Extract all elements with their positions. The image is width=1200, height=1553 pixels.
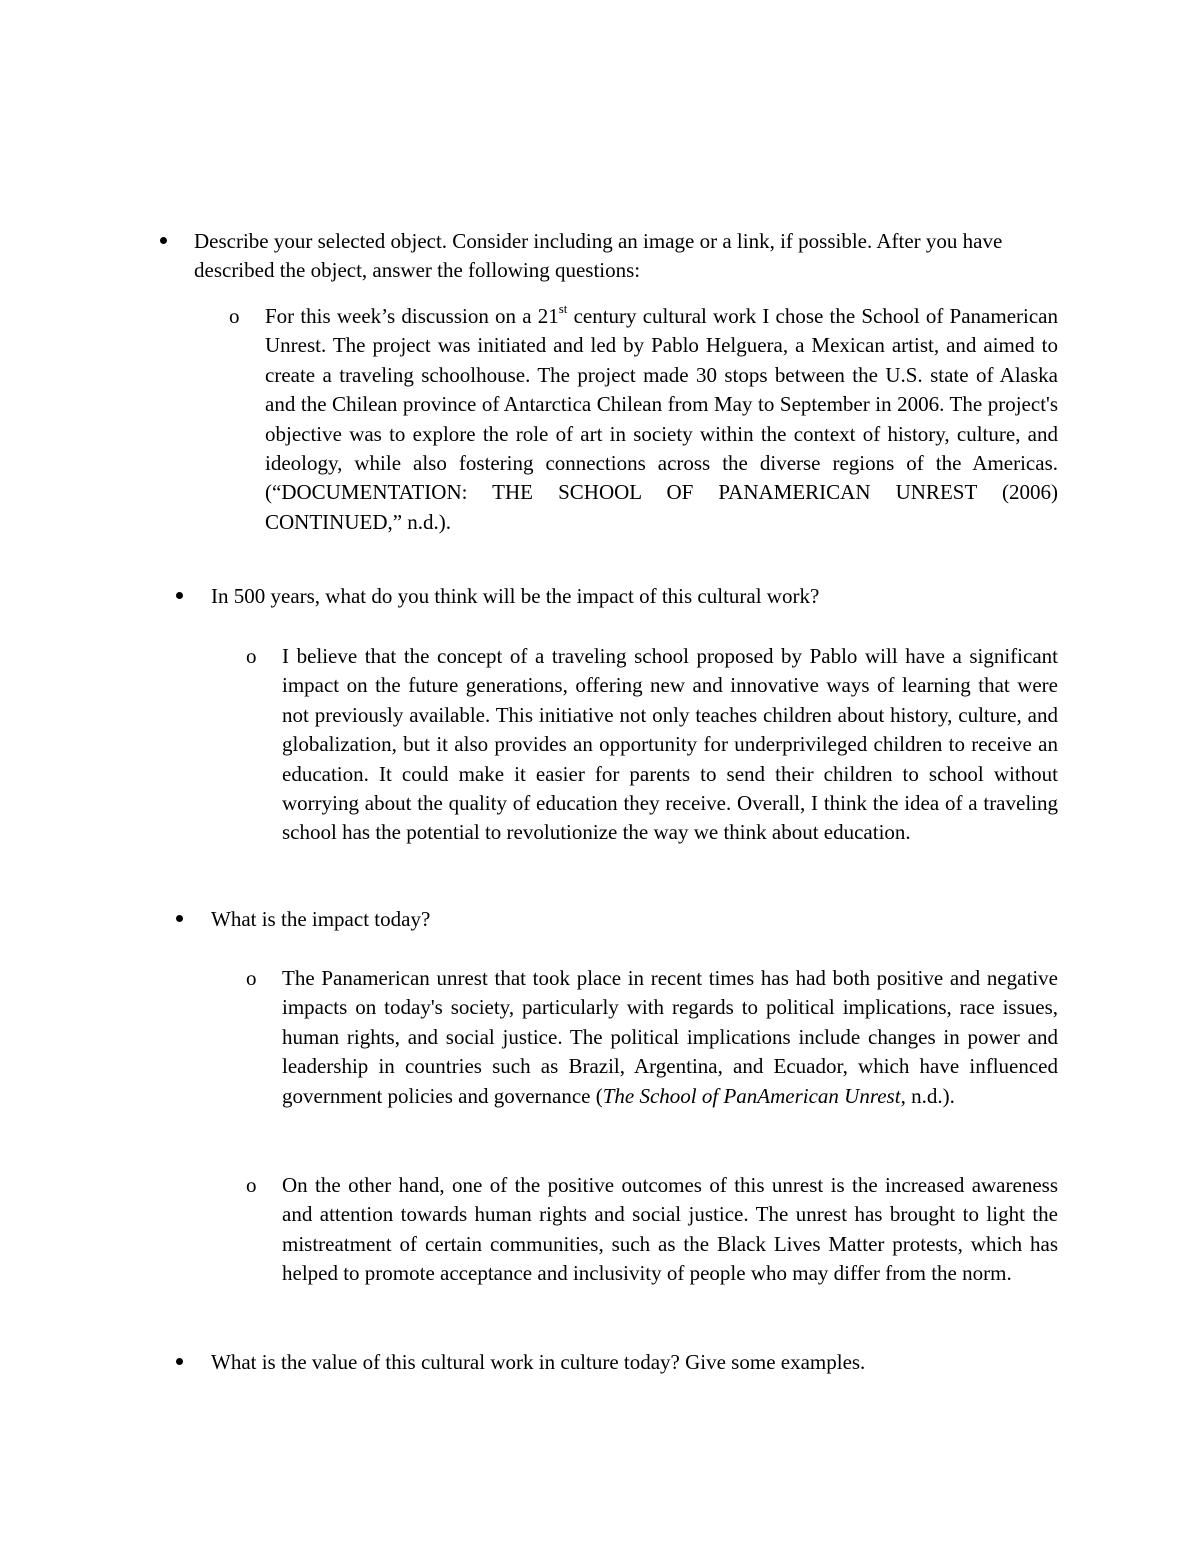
question-3: What is the impact today?	[211, 907, 431, 931]
answer-3-text-a: The Panamerican unrest that took place in recent times has had both positive and negative impacts on today's society, particularly with regards to political implications, race issues, human rights, and social justice. The political implications include changes in power and leadership in countries such as Brazil, Argentina, and Ecuador, which have influenced government policies and governance (	[282, 966, 1058, 1108]
answer-2: I believe that the concept of a traveling school proposed by Pablo will have a significant impact on the future generations, offering new and innovative ways of learning that were not previously available. This initiative not only teaches children about history, culture, and globalization, but it also provides an opportunity for underprivileged children to receive an education. It could make it easier for parents to send their children to school without worrying about the quality of education they receive. Overall, I think the idea of a traveling school has the potential to revolutionize the way we think about education.	[282, 644, 1058, 845]
sub-bullet-marker: o	[229, 304, 240, 328]
sub-bullet-marker: o	[246, 966, 257, 990]
bullet-icon	[176, 915, 183, 922]
bullet-icon	[176, 1358, 183, 1365]
question-4: What is the value of this cultural work in culture today? Give some examples.	[211, 1350, 866, 1374]
answer-3	[282, 964, 1058, 1111]
answer-4: On the other hand, one of the positive outcomes of this unrest is the increased awareness and attention towards human rights and social justice. The unrest has brought to light the mistreatment of certain communities, such as the Black Lives Matter protests, which has helped to promote acceptance and inclusivity of people who may differ from the norm.	[282, 1173, 1058, 1286]
ordinal-suffix: st	[558, 301, 568, 316]
bullet-icon	[176, 592, 183, 599]
bullet-icon	[160, 237, 167, 244]
answer-3-text-b: , n.d.).	[900, 1083, 955, 1108]
answer-1-text-b: century cultural work I chose the School of Panamerican Unrest. The project was initiated and led by Pablo Helguera, a Mexican artist, and aimed to create a traveling schoolhouse. The project made 30 stops between the U.S. state of Alaska and the Chilean province of Antarctica Chilean from May to September in 2006. The project's objective was to explore the role of art in society within the context of history, culture, and ideology, while also fostering connections across the diverse regions of the Americas. (“DOCUMENTATION: THE SCHOOL OF PANAMERICAN UNREST (2006) CONTINUED,” n.d.).	[265, 304, 1058, 534]
answer-1	[265, 302, 1058, 537]
answer-1-text-a: For this week’s discussion on a 21	[265, 304, 559, 328]
sub-bullet-marker: o	[246, 1173, 257, 1197]
citation-title: The School of PanAmerican Unrest	[602, 1083, 901, 1108]
question-1: Describe your selected object. Consider including an image or a link, if possible. After you have described the object, answer the following questions:	[194, 229, 1003, 283]
question-2: In 500 years, what do you think will be the impact of this cultural work?	[211, 584, 820, 608]
sub-bullet-marker: o	[246, 644, 257, 668]
